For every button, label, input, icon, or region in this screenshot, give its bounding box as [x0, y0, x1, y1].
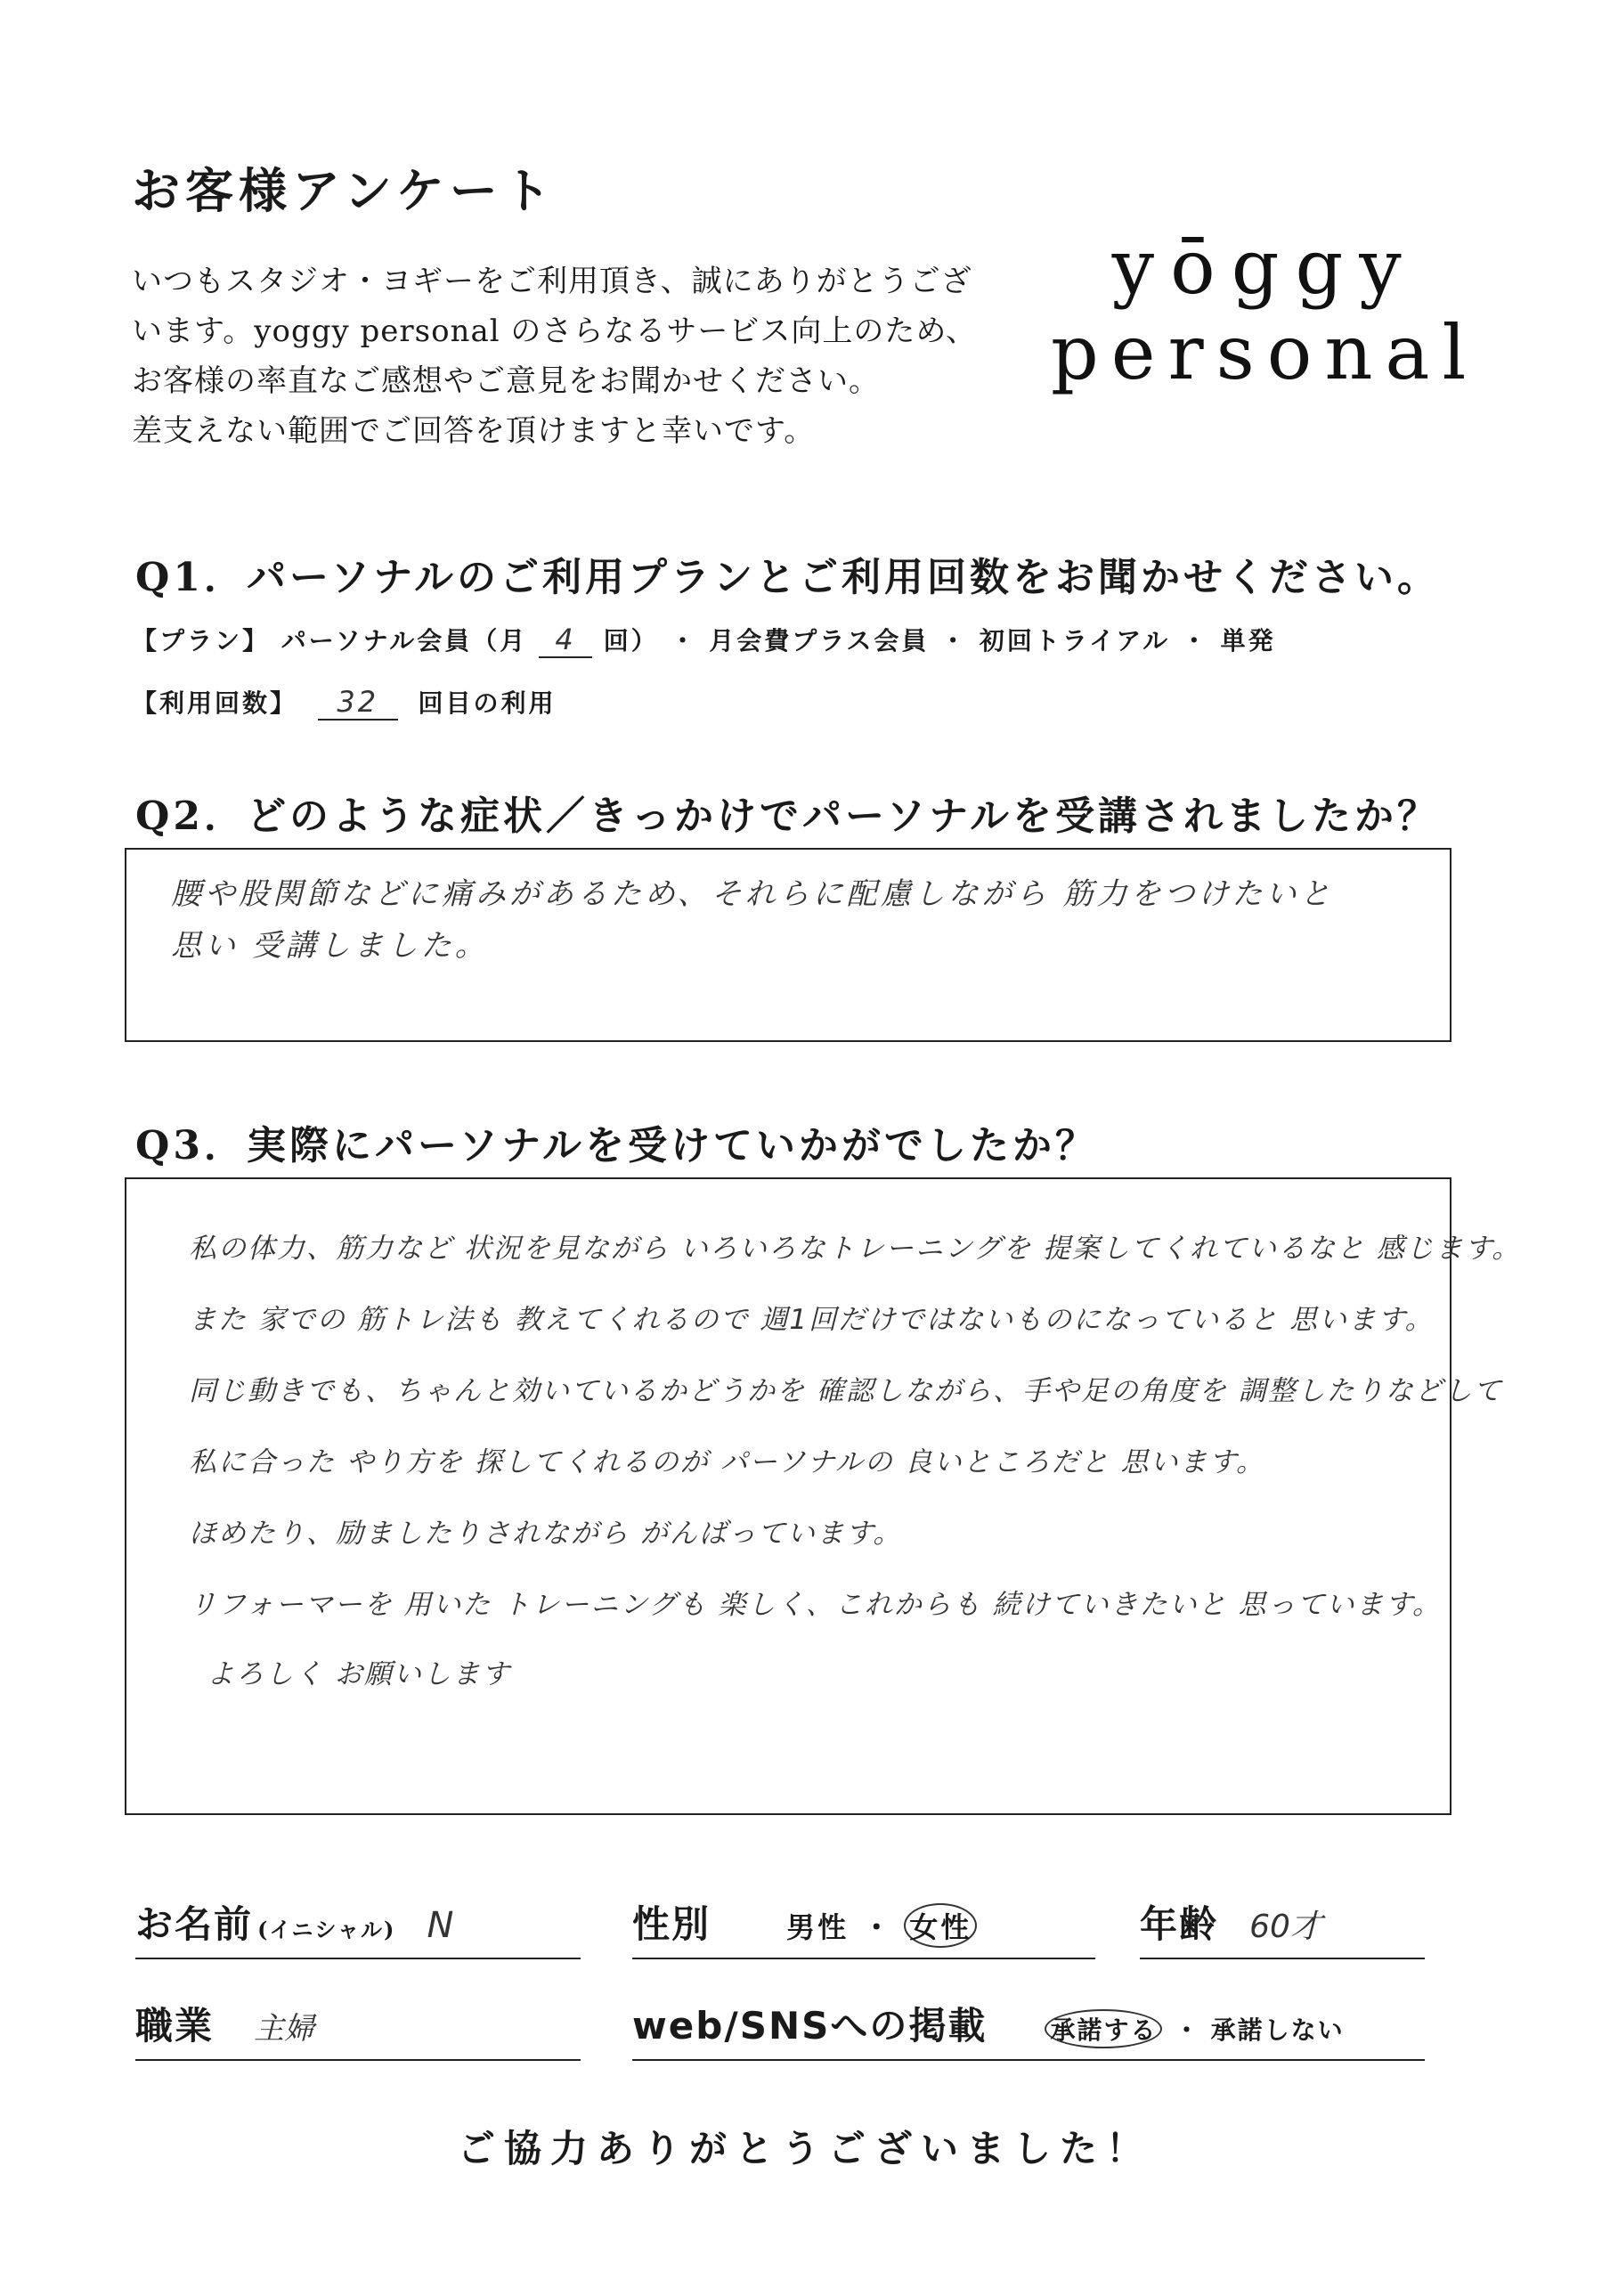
sns-label: web/SNSへの掲載 — [632, 2004, 988, 2048]
intro-text — [132, 256, 977, 456]
sns-field — [632, 1997, 1425, 2061]
q3-answer-line: ほめたり、励ましたりされながら がんばっています。 — [189, 1518, 903, 1550]
gender-label: 性別 — [632, 1902, 711, 1946]
intro-line: いつもスタジオ・ヨギーをご利用頂き、誠にありがとうござ — [132, 264, 972, 299]
q3-answer-line: 同じ動きでも、ちゃんと効いているかどうかを 確認しながら、手や足の角度を 調整したりなどして — [189, 1375, 1503, 1407]
gender-separator: ・ — [862, 1910, 891, 1944]
q3-answer-line: リフォーマーを 用いた トレーニングも 楽しく、これからも 続けていきたいと 思っています。 — [189, 1589, 1442, 1621]
name-value: N — [427, 1905, 454, 1946]
usage-count: 32 — [318, 685, 398, 721]
gender-male: 男性 — [786, 1910, 850, 1944]
q3-answer-line: 私の体力、筋力など 状況を見ながら いろいろなトレーニングを 提案してくれているなと 感じます。 — [189, 1233, 1522, 1265]
name-field — [135, 1895, 581, 1959]
q1-usage-row — [132, 684, 557, 721]
age-field — [1140, 1895, 1425, 1959]
q3-question: Q3．実際にパーソナルを受けていかがでしたか？ — [135, 1123, 1098, 1168]
page-title: お客様アンケート — [132, 162, 557, 219]
gender-field — [632, 1895, 1095, 1959]
sns-disagree: 承諾しない — [1210, 2015, 1345, 2045]
logo-line-2: personal — [1051, 309, 1479, 396]
intro-line: います。yoggy personal のさらなるサービス向上のため、 — [132, 313, 978, 349]
job-field — [135, 1997, 581, 2061]
q3-answer-line: よろしく お願いします — [207, 1658, 511, 1690]
plan-member-count: 4 — [539, 623, 592, 658]
q3-answer-line: 私に合った やり方を 探してくれるのが パーソナルの 良いところだと 思います。 — [189, 1446, 1265, 1478]
sns-agree-selected: 承諾する — [1045, 2009, 1162, 2048]
thanks-message: ご協力ありがとうございました！ — [457, 2127, 1152, 2170]
q3-answer-line: また 家での 筋トレ法も 教えてくれるので 週1回だけではないものになっていると 思います。 — [189, 1304, 1435, 1336]
job-value: 主婦 — [254, 2011, 315, 2047]
q1-question: Q1．パーソナルのご利用プランとご利用回数をお聞かせください。 — [135, 555, 1440, 600]
name-label: お名前 — [135, 1902, 254, 1946]
age-label: 年齢 — [1140, 1902, 1219, 1946]
sns-separator: ・ — [1174, 2015, 1199, 2045]
job-label: 職業 — [135, 2004, 215, 2048]
usage-suffix: 回目の利用 — [418, 688, 557, 718]
q2-question: Q2．どのような症状／きっかけでパーソナルを受講されましたか？ — [135, 794, 1440, 839]
name-sublabel: (イニシャル) — [257, 1917, 396, 1942]
gender-female-selected: 女性 — [904, 1903, 977, 1948]
brand-logo — [1051, 224, 1478, 395]
q3-answer-box — [125, 1177, 1522, 1815]
q2-answer-box — [125, 848, 1451, 1042]
intro-line: 差支えない範囲でご回答を頂けますと幸いです。 — [132, 413, 816, 449]
plan-label: 【プラン】 — [132, 626, 271, 655]
plan-options: ・ 月会費プラス会員 ・ 初回トライアル ・ 単発 — [670, 626, 1276, 655]
usage-label: 【利用回数】 — [132, 688, 298, 718]
intro-line: お客様の率直なご感想やご意見をお聞かせください。 — [132, 363, 880, 399]
plan-member-prefix: パーソナル会員（月 — [281, 626, 528, 655]
q2-answer-line: 腰や股関節などに痛みがあるため、それらに配慮しながら 筋力をつけたいと — [171, 876, 1334, 912]
q2-answer-line: 思い 受講しました。 — [171, 928, 489, 964]
age-value: 60才 — [1249, 1909, 1322, 1945]
logo-line-1: yōggy — [1111, 224, 1418, 311]
q1-plan-row — [132, 622, 1276, 658]
plan-member-suffix: 回） — [603, 626, 659, 655]
